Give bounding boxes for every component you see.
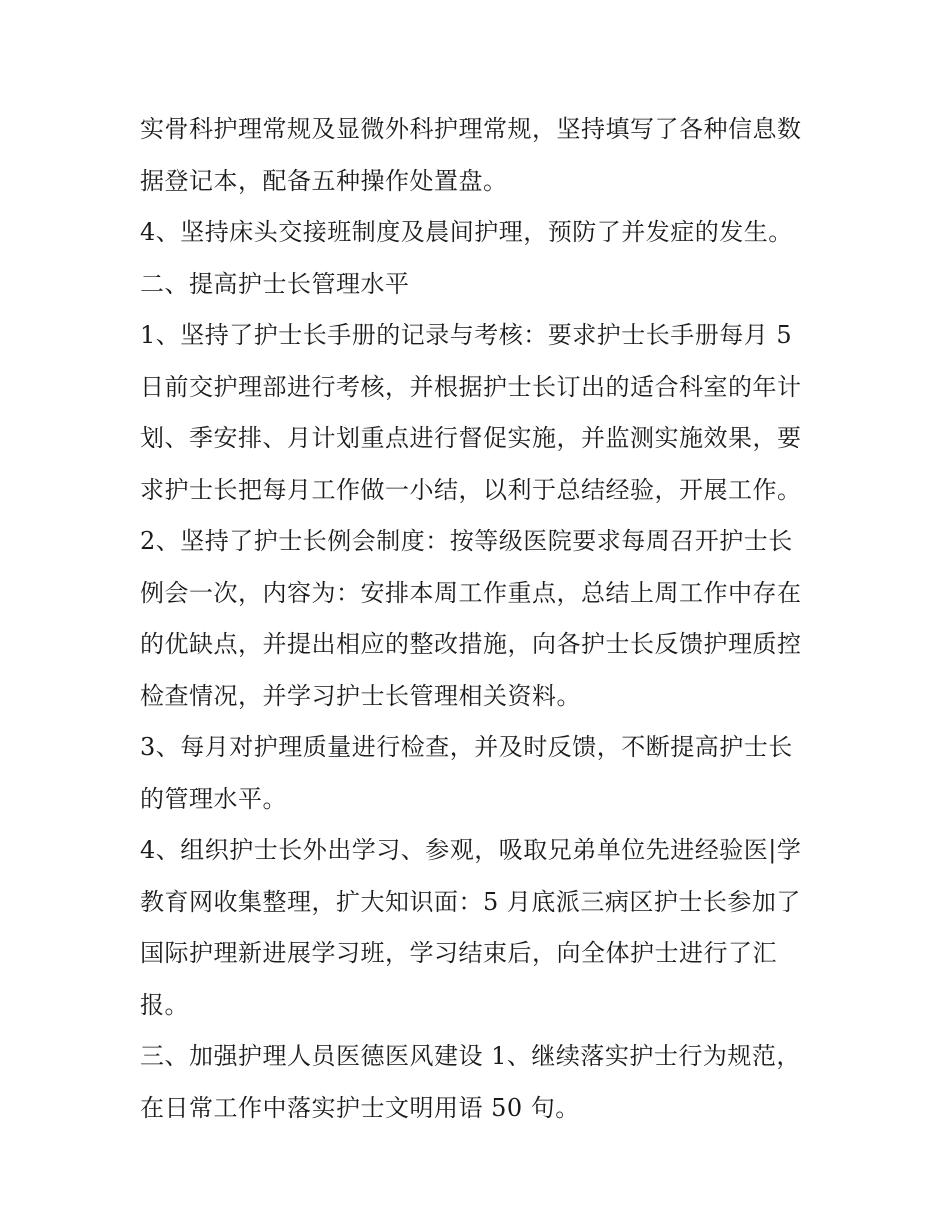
text-line: 实骨科护理常规及显微外科护理常规，坚持填写了各种信息数: [140, 115, 802, 143]
text-line: 据登记本，配备五种操作处置盘。: [140, 166, 508, 195]
text-line: 2、坚持了护士长例会制度：按等级医院要求每周召开护士长: [140, 527, 793, 555]
text-line: 3、每月对护理质量进行检查，并及时反馈，不断提高护士长: [140, 733, 793, 761]
text-line: 的管理水平。: [140, 784, 287, 813]
text-line: 日前交护理部进行考核，并根据护士长订出的适合科室的年计: [140, 372, 802, 401]
section-heading: 二、提高护士长管理水平: [140, 269, 410, 298]
text-line: 报。: [140, 990, 189, 1019]
text-line: 求护士长把每月工作做一小结，以利于总结经验，开展工作。: [140, 475, 802, 504]
text-line: 1、坚持了护士长手册的记录与考核：要求护士长手册每月 5: [140, 321, 793, 349]
text-line: 例会一次，内容为：安排本周工作重点，总结上周工作中存在: [140, 578, 802, 607]
text-line: 在日常工作中落实护士文明用语 50 句。: [140, 1093, 580, 1122]
text-line: 国际护理新进展学习班，学习结束后，向全体护士进行了汇: [140, 939, 777, 967]
text-line: 划、季安排、月计划重点进行督促实施，并监测实施效果，要: [140, 424, 802, 452]
text-line: 检查情况，并学习护士长管理相关资料。: [140, 681, 581, 710]
section-heading: 三、加强护理人员医德医风建设 1、继续落实护士行为规范，: [140, 1042, 801, 1070]
text-line: 4、坚持床头交接班制度及晨间护理，预防了并发症的发生。: [140, 218, 793, 246]
text-line: 教育网收集整理，扩大知识面：5 月底派三病区护士长参加了: [140, 887, 801, 916]
document-body: [140, 104, 820, 1134]
text-line: 4、组织护士长外出学习、参观，吸取兄弟单位先进经验医|学: [140, 836, 802, 864]
text-line: 的优缺点，并提出相应的整改措施，向各护士长反馈护理质控: [140, 630, 802, 658]
